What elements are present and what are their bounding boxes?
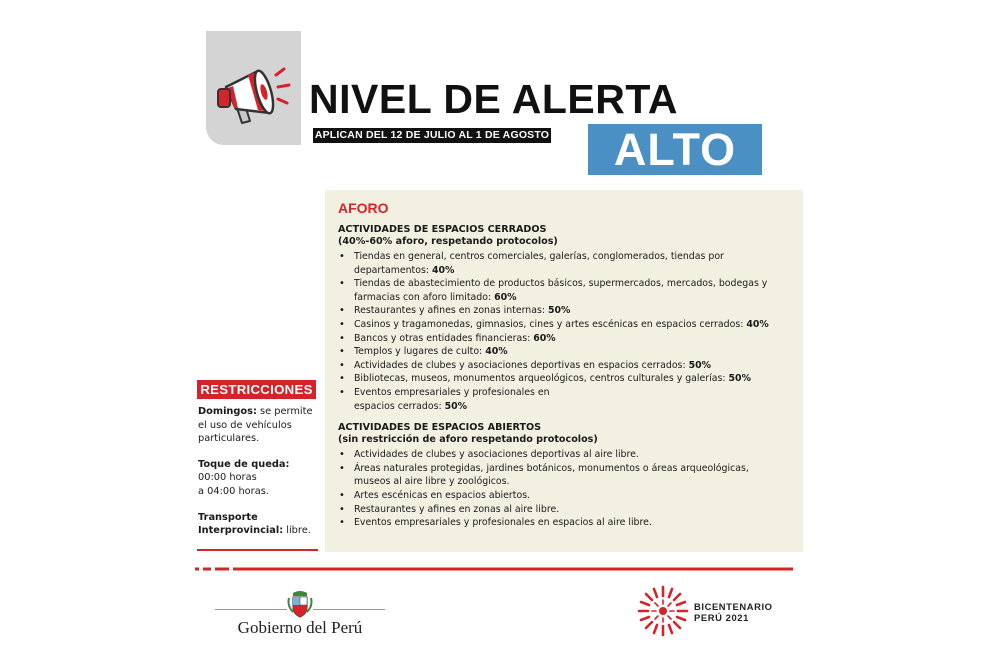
transporte-rule: Transporte Interprovincial: libre.: [198, 511, 311, 537]
alert-title: NIVEL DE ALERTA: [309, 76, 678, 122]
megaphone-box: [206, 31, 301, 145]
list-item: • Eventos empresariales y profesionales en espacios cerrados: 50%: [338, 386, 568, 413]
bicentenario-text: BICENTENARIO PERÚ 2021: [694, 601, 773, 623]
aforo-panel: [325, 190, 803, 552]
peru-coat-of-arms-icon: [287, 590, 313, 618]
open-spaces-list: [338, 448, 803, 530]
restricciones-divider: [197, 549, 318, 551]
restricciones-label: RESTRICCIONES: [197, 380, 316, 399]
bicentenario-logo: [636, 582, 796, 642]
list-item: • Actividades de clubes y asociaciones deportivas en espacios cerrados: 50%: [338, 359, 778, 373]
open-spaces-title: ACTIVIDADES DE ESPACIOS ABIERTOS: [338, 422, 542, 434]
alert-level-badge: ALTO: [588, 124, 762, 175]
closed-spaces-title: ACTIVIDADES DE ESPACIOS CERRADOS: [338, 224, 547, 235]
aforo-heading: AFORO: [338, 200, 389, 216]
date-range-bar: APLICAN DEL 12 DE JULIO AL 1 DE AGOSTO: [314, 129, 550, 141]
list-item: • Tiendas en general, centros comerciales, galerías, conglomerados, tiendas por departamentos: 40%: [338, 250, 778, 277]
list-item: • Casinos y tragamonedas, gimnasios, cines y artes escénicas en espacios cerrados: 40%: [338, 318, 778, 332]
dashed-divider: [195, 567, 797, 571]
list-item: • Restaurantes y afines en zonas internas: 50%: [338, 304, 778, 318]
list-item: • Artes escénicas en espacios abiertos.: [338, 489, 778, 503]
gobierno-logo: [215, 590, 385, 642]
closed-spaces-list: [338, 250, 803, 413]
list-item: • Restaurantes y afines en zonas al aire libre.: [338, 503, 778, 517]
list-item: • Bancos y otras entidades financieras: 60%: [338, 332, 778, 346]
closed-spaces-subtitle: (40%-60% aforo, respetando protocolos): [338, 236, 558, 247]
toque-de-queda-rule: Toque de queda: 00:00 horas a 04:00 horas.: [198, 458, 290, 497]
list-item: • Tiendas de abastecimiento de productos básicos, supermercados, mercados, bodegas y farmacias con aforo limitado: 60%: [338, 277, 778, 304]
bicentenario-emblem-icon: [636, 584, 690, 638]
restricciones-body: [198, 405, 319, 550]
list-item: • Bibliotecas, museos, monumentos arqueológicos, centros culturales y galerías: 50%: [338, 372, 778, 386]
list-item: • Áreas naturales protegidas, jardines botánicos, monumentos o áreas arqueológicas, museos al aire libre y zoológicos.: [338, 462, 778, 489]
domingos-rule: Domingos: se permite el uso de vehículos particulares.: [198, 406, 313, 445]
megaphone-icon: [214, 65, 294, 129]
list-item: • Eventos empresariales y profesionales en espacios al aire libre.: [338, 516, 778, 530]
open-spaces-subtitle: (sin restricción de aforo respetando protocolos): [338, 434, 598, 446]
list-item: • Actividades de clubes y asociaciones deportivas al aire libre.: [338, 448, 778, 462]
list-item: • Templos y lugares de culto: 40%: [338, 345, 778, 359]
gobierno-text: Gobierno del Perú: [237, 618, 363, 637]
